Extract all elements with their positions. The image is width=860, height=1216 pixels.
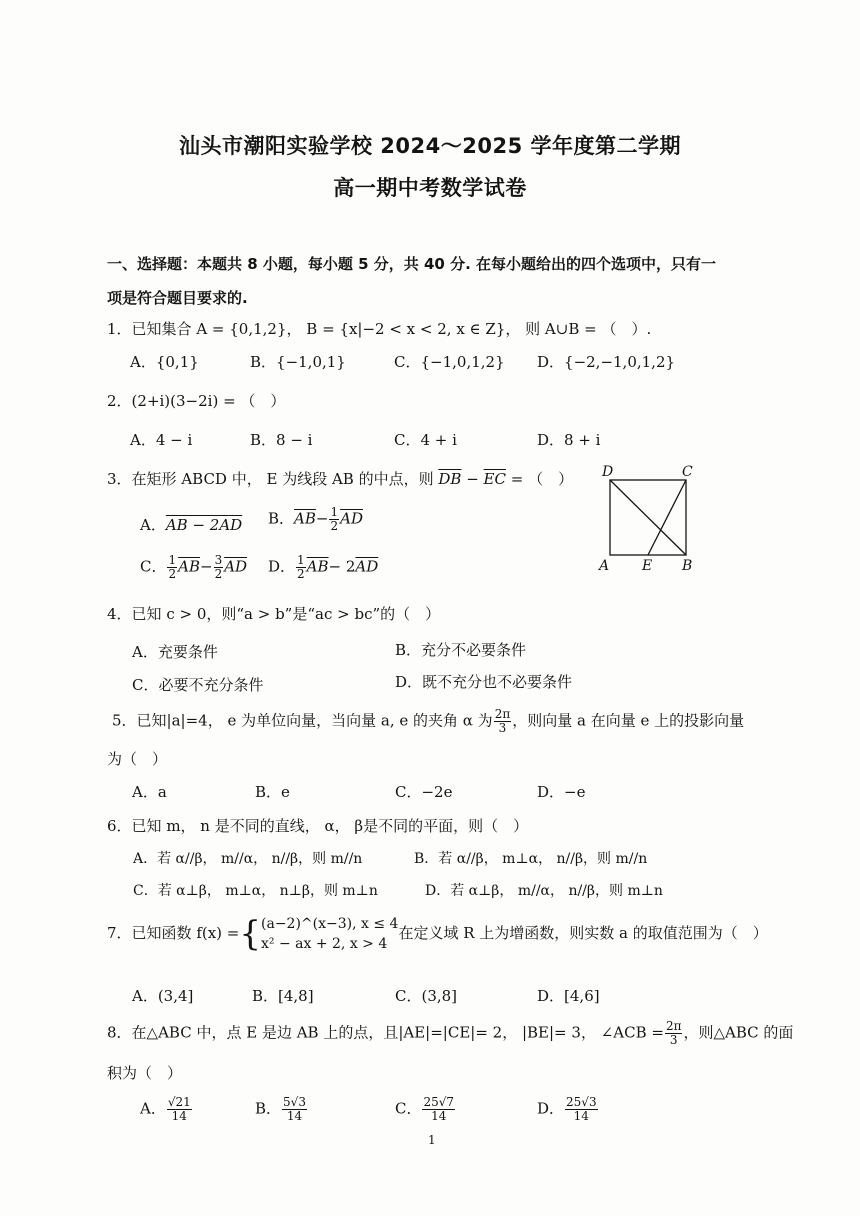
q4-number: 4． <box>107 605 132 623</box>
exam-title-line2: 高一期中考数学试卷 <box>333 176 527 200</box>
q1-option-c: C．{−1,0,1,2} <box>394 353 505 371</box>
q2-option-a: A．4 − i <box>130 431 193 449</box>
q2-option-b: B．8 − i <box>250 431 313 449</box>
q6-option-a: A．若 α//β， m//α， n//β，则 m//n <box>133 851 363 867</box>
q2-option-d: D．8 + i <box>537 431 601 449</box>
q2-option-c: C．4 + i <box>394 431 457 449</box>
q4-stem <box>107 603 440 624</box>
section-heading-line2: 项是符合题目要求的. <box>107 289 248 307</box>
q1-number: 1． <box>107 320 132 338</box>
segment-ec <box>648 480 686 555</box>
q6-number: 6． <box>107 817 132 835</box>
q5-number: 5． <box>112 711 137 730</box>
q2-number: 2． <box>107 392 132 410</box>
q7-option-c: C．(3,8] <box>395 987 458 1005</box>
q7-case2: x² − ax + 2, x > 4 <box>261 936 388 952</box>
q5-text-b: ，则向量 a 在向量 e 上的投影向量 <box>512 711 745 730</box>
q7-option-d: D．[4,6] <box>537 987 600 1005</box>
section-heading-line1: 一、选择题：本题共 8 小题，每小题 5 分，共 40 分. 在每小题给出的四个选项中，只有一 <box>107 255 717 273</box>
q8-option-b: B． $\frac{5√3}{14}$ <box>255 1095 306 1123</box>
q1-option-b: B．{−1,0,1} <box>250 353 346 371</box>
label-b: B <box>682 558 693 574</box>
label-e: E <box>642 558 653 574</box>
q6-stem <box>107 815 528 836</box>
q3-option-d: D． $\frac{1}{2}$ $\overline{AB}- 2\overline{AD}$ <box>268 553 379 581</box>
q5-option-c: C．−2e <box>395 783 453 801</box>
q5-option-a: A．a <box>132 783 167 801</box>
label-d: D <box>602 464 614 480</box>
q8-option-d: D． $\frac{25√3}{14}$ <box>537 1095 597 1123</box>
q3-vector-ec: $\overline{EC}$ <box>483 470 506 488</box>
q1-option-d: D．{−2,−1,0,1,2} <box>537 353 676 371</box>
q3-option-a: A．AB − 2AD <box>140 516 243 534</box>
exam-title-line1: 汕头市潮阳实验学校 2024～2025 学年度第二学期 <box>178 134 681 158</box>
q2-text: (2+i)(3−2i) = （ ） <box>131 392 286 410</box>
q8-option-c: C． $\frac{25√7}{14}$ <box>395 1095 455 1123</box>
q6-option-d: D．若 α⊥β， m//α， n//β，则 m⊥n <box>425 883 663 899</box>
q3-option-c: C． $\frac{1}{2}$ $\overline{AB}-$ $\frac{3}{2}$ $\overline{AD}$ <box>140 553 248 581</box>
q5-option-b: B．e <box>255 783 290 801</box>
q8-stem-line2: 积为（ ） <box>107 1064 183 1082</box>
q3-number: 3． <box>107 470 132 488</box>
q3-stem <box>107 468 573 489</box>
q4-option-b: B．充分不必要条件 <box>395 641 527 659</box>
page-number: 1 <box>428 1133 436 1147</box>
q7-case1: (a−2)^(x−3), x ≤ 4 <box>261 916 399 932</box>
q8-option-a: A． $\frac{√21}{14}$ <box>140 1095 191 1123</box>
q6-text: 已知 m， n 是不同的直线， α， β是不同的平面，则（ ） <box>131 817 529 835</box>
segment-db <box>610 480 686 555</box>
q3-text-a: 在矩形 ABCD 中， E 为线段 AB 的中点，则 <box>131 470 439 488</box>
q8-number: 8． <box>107 1023 132 1042</box>
q5-stem: 5．已知|a|=4， e 为单位向量，当向量 a, e 的夹角 α 为 $\frac{2\pi}{3}$ ，则向量 a 在向量 e 上的投影向量 <box>112 707 745 735</box>
q4-option-c: C．必要不充分条件 <box>132 676 264 694</box>
q7-text-b: 在定义域 R 上为增函数，则实数 a 的取值范围为（ ） <box>398 924 768 942</box>
label-c: C <box>682 464 693 480</box>
q4-option-d: D．既不充分也不必要条件 <box>395 673 573 691</box>
q5-stem-line2: 为（ ） <box>107 750 168 768</box>
q3-text-b: = （ ） <box>505 470 574 488</box>
q2-stem <box>107 390 285 411</box>
q5-text-a: 已知|a|=4， e 为单位向量，当向量 a, e 的夹角 α 为 <box>136 711 493 730</box>
q4-option-a: A．充要条件 <box>132 643 218 661</box>
q3-option-b: B．$\overline{AB}-$ $\frac{1}{2}$ $\overline{AD}$ <box>268 505 363 533</box>
q7-stem: 7．已知函数 f(x) ={ (a−2)^(x−3), x ≤ 4 x² − ax + 2, x > 4 在定义域 R 上为增函数，则实数 a 的取值范围为（ ） <box>107 914 768 954</box>
q8-text-b: ，则△ABC 的面 <box>683 1023 794 1042</box>
q6-option-c: C．若 α⊥β， m⊥α， n⊥β，则 m⊥n <box>133 883 378 899</box>
q5-option-d: D．−e <box>537 783 586 801</box>
q3-vector-db: $\overline{DB}$ <box>438 470 462 488</box>
q1-option-a: A．{0,1} <box>130 353 199 371</box>
q1-stem <box>107 318 651 339</box>
label-a: A <box>599 558 610 574</box>
q7-number: 7． <box>107 924 132 942</box>
q6-option-b: B．若 α//β， m⊥α， n//β，则 m//n <box>414 851 648 867</box>
q8-text-a: 在△ABC 中，点 E 是边 AB 上的点，且|AE|=|CE|= 2， |BE|= 3， ∠ACB = <box>131 1023 664 1042</box>
q8-stem: 8．在△ABC 中，点 E 是边 AB 上的点，且|AE|=|CE|= 2， |BE|= 3， ∠ACB = $\frac{2\pi}{3}$ ，则△ABC 的面 <box>107 1019 794 1047</box>
q7-option-b: B．[4,8] <box>252 987 314 1005</box>
q3-minus: − <box>461 470 484 488</box>
q4-text: 已知 c > 0，则“a > b”是“ac > bc”的（ ） <box>131 605 441 623</box>
q3-rectangle-figure <box>596 462 706 574</box>
q7-text-a: 已知函数 f(x) = <box>131 924 240 942</box>
q1-text: 已知集合 A = {0,1,2}， B = {x|−2 < x < 2, x ∈ Z}， 则 A∪B = （ ）. <box>131 320 652 338</box>
q7-option-a: A．(3,4] <box>132 987 194 1005</box>
